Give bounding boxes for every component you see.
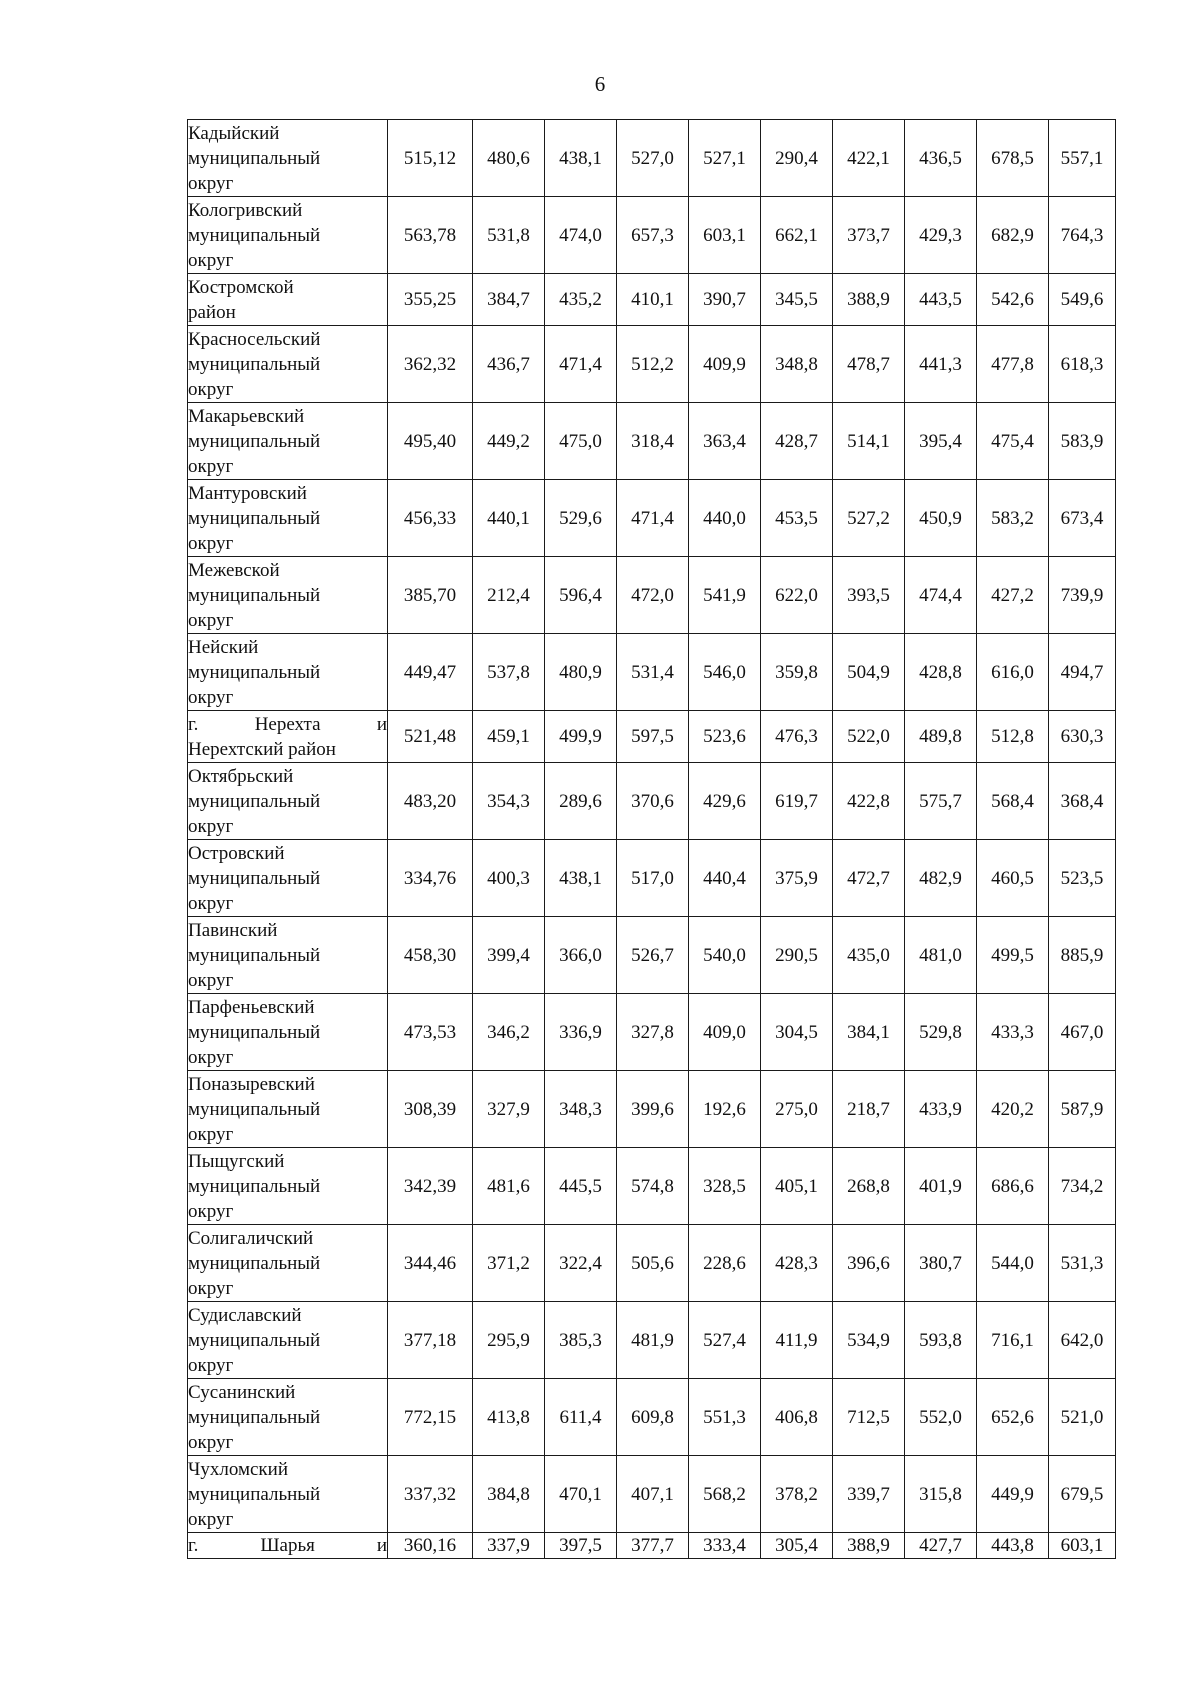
value-cell: 482,9 <box>905 840 977 917</box>
value-cell: 334,76 <box>388 840 473 917</box>
value-cell: 377,18 <box>388 1302 473 1379</box>
value-cell: 388,9 <box>833 274 905 326</box>
value-cell: 527,1 <box>689 120 761 197</box>
value-cell: 218,7 <box>833 1071 905 1148</box>
value-cell: 422,1 <box>833 120 905 197</box>
district-name: Павинский муниципальный округ <box>188 919 321 991</box>
value-cell: 380,7 <box>905 1225 977 1302</box>
value-cell: 366,0 <box>545 917 617 994</box>
district-name: Кадыйский муниципальный округ <box>188 122 321 194</box>
value-cell: 359,8 <box>761 634 833 711</box>
table-body <box>188 120 1116 1559</box>
value-cell: 521,48 <box>388 711 473 763</box>
value-cell: 422,8 <box>833 763 905 840</box>
value-cell: 384,8 <box>473 1456 545 1533</box>
value-cell: 433,3 <box>977 994 1049 1071</box>
value-cell: 445,5 <box>545 1148 617 1225</box>
value-cell: 429,3 <box>905 197 977 274</box>
value-cell: 475,0 <box>545 403 617 480</box>
value-cell: 305,4 <box>761 1533 833 1559</box>
value-cell: 544,0 <box>977 1225 1049 1302</box>
value-cell: 657,3 <box>617 197 689 274</box>
value-cell: 375,9 <box>761 840 833 917</box>
value-cell: 362,32 <box>388 326 473 403</box>
value-cell: 377,7 <box>617 1533 689 1559</box>
value-cell: 289,6 <box>545 763 617 840</box>
value-cell: 772,15 <box>388 1379 473 1456</box>
value-cell: 557,1 <box>1049 120 1116 197</box>
table-row <box>188 120 1116 197</box>
value-cell: 630,3 <box>1049 711 1116 763</box>
value-cell: 679,5 <box>1049 1456 1116 1533</box>
value-cell: 449,47 <box>388 634 473 711</box>
value-cell: 450,9 <box>905 480 977 557</box>
value-cell: 346,2 <box>473 994 545 1071</box>
value-cell: 534,9 <box>833 1302 905 1379</box>
value-cell: 427,7 <box>905 1533 977 1559</box>
district-name-cell <box>188 1456 388 1533</box>
value-cell: 459,1 <box>473 711 545 763</box>
district-name: Кологривский муниципальный округ <box>188 199 321 271</box>
table-row <box>188 403 1116 480</box>
district-name-cell <box>188 917 388 994</box>
value-cell: 327,8 <box>617 994 689 1071</box>
value-cell: 642,0 <box>1049 1302 1116 1379</box>
value-cell: 449,2 <box>473 403 545 480</box>
value-cell: 371,2 <box>473 1225 545 1302</box>
value-cell: 471,4 <box>545 326 617 403</box>
value-cell: 420,2 <box>977 1071 1049 1148</box>
district-name: Солигаличский муниципальный округ <box>188 1227 321 1299</box>
table-row <box>188 1302 1116 1379</box>
value-cell: 603,1 <box>689 197 761 274</box>
value-cell: 363,4 <box>689 403 761 480</box>
value-cell: 399,6 <box>617 1071 689 1148</box>
value-cell: 427,2 <box>977 557 1049 634</box>
value-cell: 523,6 <box>689 711 761 763</box>
value-cell: 512,2 <box>617 326 689 403</box>
value-cell: 541,9 <box>689 557 761 634</box>
district-name-cell <box>188 274 388 326</box>
district-name-cell <box>188 994 388 1071</box>
value-cell: 385,70 <box>388 557 473 634</box>
value-cell: 593,8 <box>905 1302 977 1379</box>
data-table <box>187 119 1116 1559</box>
value-cell: 453,5 <box>761 480 833 557</box>
district-name: Парфеньевский муниципальный округ <box>188 996 321 1068</box>
value-cell: 304,5 <box>761 994 833 1071</box>
value-cell: 433,9 <box>905 1071 977 1148</box>
value-cell: 477,8 <box>977 326 1049 403</box>
district-name-cell <box>188 1533 388 1559</box>
value-cell: 473,53 <box>388 994 473 1071</box>
table-row <box>188 917 1116 994</box>
value-cell: 596,4 <box>545 557 617 634</box>
value-cell: 540,0 <box>689 917 761 994</box>
table-row <box>188 197 1116 274</box>
value-cell: 583,2 <box>977 480 1049 557</box>
value-cell: 529,6 <box>545 480 617 557</box>
value-cell: 574,8 <box>617 1148 689 1225</box>
district-name-cell <box>188 840 388 917</box>
district-name-cell <box>188 634 388 711</box>
value-cell: 405,1 <box>761 1148 833 1225</box>
value-cell: 603,1 <box>1049 1533 1116 1559</box>
value-cell: 440,1 <box>473 480 545 557</box>
value-cell: 499,5 <box>977 917 1049 994</box>
district-name-cell <box>188 480 388 557</box>
value-cell: 348,8 <box>761 326 833 403</box>
value-cell: 471,4 <box>617 480 689 557</box>
value-cell: 549,6 <box>1049 274 1116 326</box>
value-cell: 290,4 <box>761 120 833 197</box>
value-cell: 354,3 <box>473 763 545 840</box>
value-cell: 885,9 <box>1049 917 1116 994</box>
value-cell: 514,1 <box>833 403 905 480</box>
value-cell: 489,8 <box>905 711 977 763</box>
value-cell: 438,1 <box>545 840 617 917</box>
value-cell: 378,2 <box>761 1456 833 1533</box>
value-cell: 440,4 <box>689 840 761 917</box>
value-cell: 390,7 <box>689 274 761 326</box>
district-name: Макарьевский муниципальный округ <box>188 405 321 477</box>
value-cell: 483,20 <box>388 763 473 840</box>
value-cell: 344,46 <box>388 1225 473 1302</box>
value-cell: 428,8 <box>905 634 977 711</box>
district-name: Островский муниципальный округ <box>188 842 321 914</box>
value-cell: 337,9 <box>473 1533 545 1559</box>
value-cell: 616,0 <box>977 634 1049 711</box>
district-name-cell <box>188 120 388 197</box>
value-cell: 587,9 <box>1049 1071 1116 1148</box>
value-cell: 460,5 <box>977 840 1049 917</box>
table-row <box>188 1379 1116 1456</box>
table-row <box>188 480 1116 557</box>
value-cell: 505,6 <box>617 1225 689 1302</box>
table-row <box>188 994 1116 1071</box>
value-cell: 563,78 <box>388 197 473 274</box>
table-row <box>188 557 1116 634</box>
district-name-cell <box>188 1148 388 1225</box>
value-cell: 384,7 <box>473 274 545 326</box>
value-cell: 552,0 <box>905 1379 977 1456</box>
district-name: Нейский муниципальный округ <box>188 636 321 708</box>
value-cell: 682,9 <box>977 197 1049 274</box>
value-cell: 393,5 <box>833 557 905 634</box>
value-cell: 275,0 <box>761 1071 833 1148</box>
value-cell: 531,8 <box>473 197 545 274</box>
table-row <box>188 274 1116 326</box>
value-cell: 397,5 <box>545 1533 617 1559</box>
value-cell: 435,2 <box>545 274 617 326</box>
value-cell: 370,6 <box>617 763 689 840</box>
value-cell: 686,6 <box>977 1148 1049 1225</box>
value-cell: 575,7 <box>905 763 977 840</box>
value-cell: 494,7 <box>1049 634 1116 711</box>
value-cell: 527,4 <box>689 1302 761 1379</box>
value-cell: 458,30 <box>388 917 473 994</box>
value-cell: 517,0 <box>617 840 689 917</box>
value-cell: 355,25 <box>388 274 473 326</box>
value-cell: 441,3 <box>905 326 977 403</box>
value-cell: 678,5 <box>977 120 1049 197</box>
value-cell: 396,6 <box>833 1225 905 1302</box>
value-cell: 531,4 <box>617 634 689 711</box>
value-cell: 407,1 <box>617 1456 689 1533</box>
value-cell: 328,5 <box>689 1148 761 1225</box>
value-cell: 467,0 <box>1049 994 1116 1071</box>
value-cell: 474,0 <box>545 197 617 274</box>
value-cell: 551,3 <box>689 1379 761 1456</box>
table-row <box>188 1225 1116 1302</box>
value-cell: 546,0 <box>689 634 761 711</box>
value-cell: 327,9 <box>473 1071 545 1148</box>
value-cell: 527,2 <box>833 480 905 557</box>
value-cell: 406,8 <box>761 1379 833 1456</box>
value-cell: 228,6 <box>689 1225 761 1302</box>
district-name-cell <box>188 1302 388 1379</box>
value-cell: 531,3 <box>1049 1225 1116 1302</box>
district-name: Мантуровский муниципальный округ <box>188 482 321 554</box>
value-cell: 411,9 <box>761 1302 833 1379</box>
value-cell: 339,7 <box>833 1456 905 1533</box>
value-cell: 395,4 <box>905 403 977 480</box>
page-number: 6 <box>594 72 606 96</box>
value-cell: 336,9 <box>545 994 617 1071</box>
table-row <box>188 1456 1116 1533</box>
value-cell: 583,9 <box>1049 403 1116 480</box>
district-name-cell <box>188 1379 388 1456</box>
value-cell: 523,5 <box>1049 840 1116 917</box>
value-cell: 495,40 <box>388 403 473 480</box>
district-name: Сусанинский муниципальный округ <box>188 1381 321 1453</box>
value-cell: 308,39 <box>388 1071 473 1148</box>
value-cell: 322,4 <box>545 1225 617 1302</box>
district-name-cell <box>188 197 388 274</box>
value-cell: 337,32 <box>388 1456 473 1533</box>
value-cell: 268,8 <box>833 1148 905 1225</box>
value-cell: 537,8 <box>473 634 545 711</box>
table-row <box>188 1071 1116 1148</box>
district-name: Межевской муниципальный округ <box>188 559 321 631</box>
value-cell: 428,3 <box>761 1225 833 1302</box>
value-cell: 212,4 <box>473 557 545 634</box>
value-cell: 739,9 <box>1049 557 1116 634</box>
value-cell: 475,4 <box>977 403 1049 480</box>
value-cell: 673,4 <box>1049 480 1116 557</box>
value-cell: 436,7 <box>473 326 545 403</box>
district-name-cell <box>188 763 388 840</box>
value-cell: 345,5 <box>761 274 833 326</box>
value-cell: 480,9 <box>545 634 617 711</box>
value-cell: 368,4 <box>1049 763 1116 840</box>
district-name: Судиславский муниципальный округ <box>188 1304 321 1376</box>
value-cell: 472,0 <box>617 557 689 634</box>
value-cell: 435,0 <box>833 917 905 994</box>
table-row <box>188 840 1116 917</box>
district-name-cell <box>188 1225 388 1302</box>
value-cell: 409,9 <box>689 326 761 403</box>
value-cell: 529,8 <box>905 994 977 1071</box>
value-cell: 716,1 <box>977 1302 1049 1379</box>
value-cell: 481,6 <box>473 1148 545 1225</box>
value-cell: 609,8 <box>617 1379 689 1456</box>
district-name-cell <box>188 711 388 763</box>
value-cell: 568,4 <box>977 763 1049 840</box>
value-cell: 410,1 <box>617 274 689 326</box>
district-name-cell <box>188 1071 388 1148</box>
value-cell: 342,39 <box>388 1148 473 1225</box>
value-cell: 764,3 <box>1049 197 1116 274</box>
value-cell: 384,1 <box>833 994 905 1071</box>
value-cell: 504,9 <box>833 634 905 711</box>
value-cell: 478,7 <box>833 326 905 403</box>
value-cell: 476,3 <box>761 711 833 763</box>
value-cell: 388,9 <box>833 1533 905 1559</box>
value-cell: 597,5 <box>617 711 689 763</box>
district-name: Октябрьский муниципальный округ <box>188 765 321 837</box>
value-cell: 400,3 <box>473 840 545 917</box>
value-cell: 734,2 <box>1049 1148 1116 1225</box>
value-cell: 409,0 <box>689 994 761 1071</box>
district-name: г. Шарья и <box>188 1535 387 1556</box>
table-row <box>188 711 1116 763</box>
district-name: Пыщугский муниципальный округ <box>188 1150 321 1222</box>
table-row <box>188 763 1116 840</box>
district-name: Красносельский муниципальный округ <box>188 328 321 400</box>
value-cell: 315,8 <box>905 1456 977 1533</box>
value-cell: 428,7 <box>761 403 833 480</box>
value-cell: 373,7 <box>833 197 905 274</box>
value-cell: 662,1 <box>761 197 833 274</box>
value-cell: 348,3 <box>545 1071 617 1148</box>
value-cell: 521,0 <box>1049 1379 1116 1456</box>
value-cell: 413,8 <box>473 1379 545 1456</box>
value-cell: 481,9 <box>617 1302 689 1379</box>
value-cell: 290,5 <box>761 917 833 994</box>
table-row <box>188 1148 1116 1225</box>
district-name: Костромской район <box>188 276 294 323</box>
value-cell: 438,1 <box>545 120 617 197</box>
value-cell: 360,16 <box>388 1533 473 1559</box>
district-name-cell <box>188 557 388 634</box>
value-cell: 542,6 <box>977 274 1049 326</box>
value-cell: 443,8 <box>977 1533 1049 1559</box>
value-cell: 385,3 <box>545 1302 617 1379</box>
value-cell: 440,0 <box>689 480 761 557</box>
value-cell: 436,5 <box>905 120 977 197</box>
value-cell: 399,4 <box>473 917 545 994</box>
value-cell: 618,3 <box>1049 326 1116 403</box>
value-cell: 512,8 <box>977 711 1049 763</box>
value-cell: 526,7 <box>617 917 689 994</box>
value-cell: 619,7 <box>761 763 833 840</box>
district-name: г. Нерехта и Нерехтский район <box>188 713 387 760</box>
district-name: Поназыревский муниципальный округ <box>188 1073 321 1145</box>
value-cell: 481,0 <box>905 917 977 994</box>
value-cell: 568,2 <box>689 1456 761 1533</box>
value-cell: 449,9 <box>977 1456 1049 1533</box>
value-cell: 429,6 <box>689 763 761 840</box>
value-cell: 401,9 <box>905 1148 977 1225</box>
district-name: Чухломский муниципальный округ <box>188 1458 321 1530</box>
value-cell: 622,0 <box>761 557 833 634</box>
value-cell: 515,12 <box>388 120 473 197</box>
value-cell: 611,4 <box>545 1379 617 1456</box>
value-cell: 480,6 <box>473 120 545 197</box>
district-name-cell <box>188 403 388 480</box>
value-cell: 527,0 <box>617 120 689 197</box>
value-cell: 522,0 <box>833 711 905 763</box>
table-row <box>188 326 1116 403</box>
value-cell: 472,7 <box>833 840 905 917</box>
value-cell: 456,33 <box>388 480 473 557</box>
value-cell: 499,9 <box>545 711 617 763</box>
value-cell: 295,9 <box>473 1302 545 1379</box>
table-row <box>188 1533 1116 1559</box>
value-cell: 470,1 <box>545 1456 617 1533</box>
value-cell: 474,4 <box>905 557 977 634</box>
table-row <box>188 634 1116 711</box>
value-cell: 192,6 <box>689 1071 761 1148</box>
value-cell: 652,6 <box>977 1379 1049 1456</box>
value-cell: 318,4 <box>617 403 689 480</box>
value-cell: 712,5 <box>833 1379 905 1456</box>
value-cell: 443,5 <box>905 274 977 326</box>
district-name-cell <box>188 326 388 403</box>
value-cell: 333,4 <box>689 1533 761 1559</box>
